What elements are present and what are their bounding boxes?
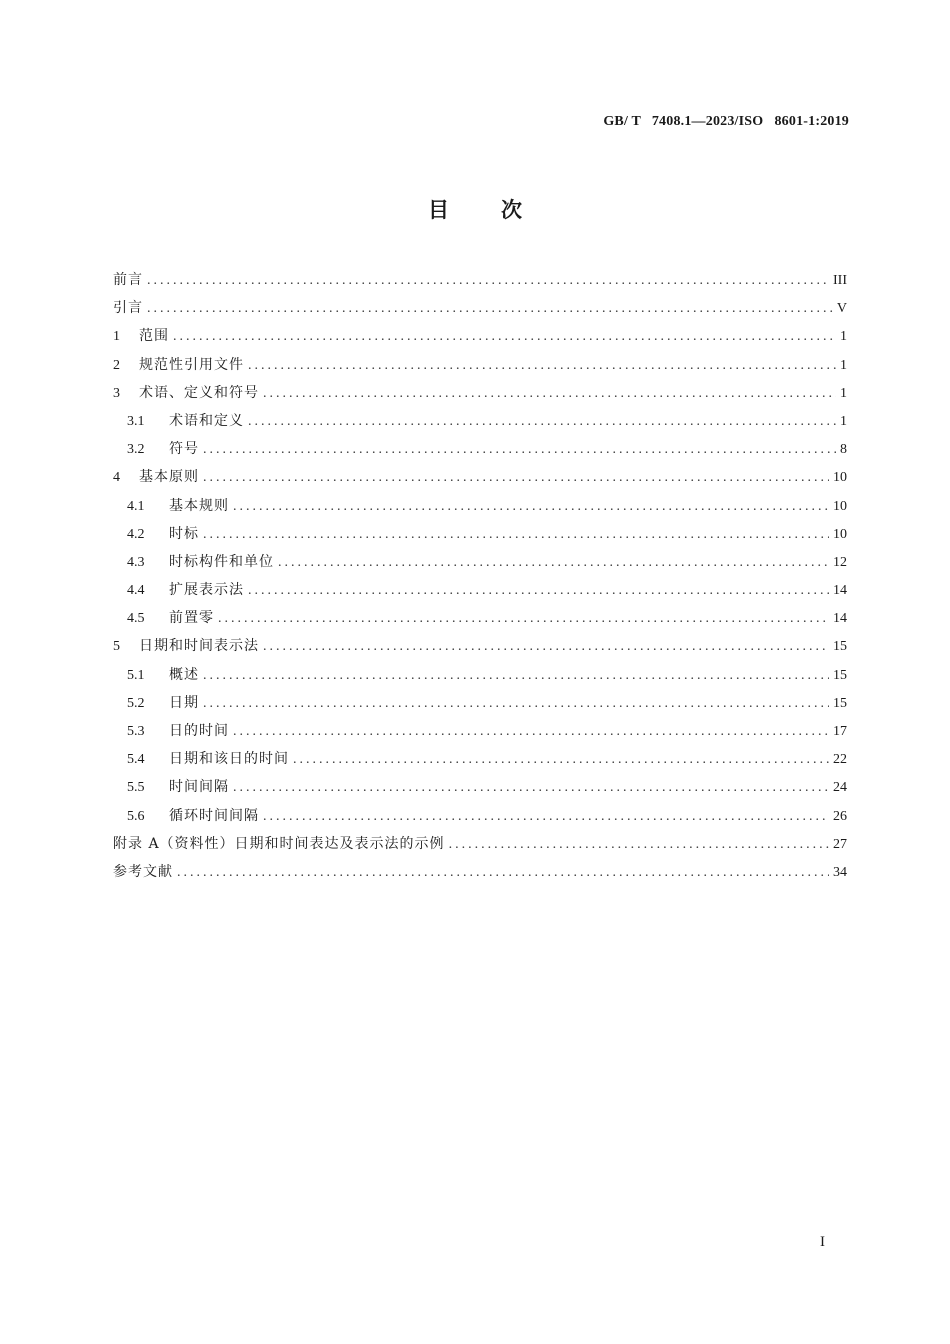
- toc-entry-page: III: [833, 273, 847, 288]
- toc-entry-number: 1: [113, 329, 120, 345]
- toc-dot-leader: [203, 690, 829, 718]
- toc-entry-label: 日期: [169, 694, 199, 711]
- toc-title: 目次: [428, 198, 574, 222]
- toc-entry[interactable]: [113, 351, 847, 379]
- toc-entry-page: 10: [833, 526, 847, 542]
- toc-dot-leader: [203, 464, 829, 492]
- toc-entry-label: 循环时间间隔: [169, 807, 259, 824]
- toc-dot-leader: [177, 859, 829, 887]
- toc-dot-leader: [263, 803, 829, 831]
- toc-entry-page: 24: [833, 780, 847, 796]
- toc-dot-leader: [233, 718, 829, 746]
- toc-entry[interactable]: [113, 492, 847, 520]
- toc-entry-page: 8: [840, 442, 847, 458]
- toc-entry-number: 5.1: [127, 667, 145, 683]
- toc-entry-label: 时间间隔: [169, 779, 229, 796]
- toc-dot-leader: [147, 267, 829, 295]
- toc-entry[interactable]: [113, 773, 847, 801]
- toc-entry-page: 10: [833, 498, 847, 514]
- toc-entry[interactable]: [113, 407, 847, 435]
- toc-entry-label: 范围: [139, 328, 169, 345]
- toc-entry[interactable]: [113, 604, 847, 632]
- toc-entry[interactable]: [113, 322, 847, 350]
- toc-entry-page: 14: [833, 611, 847, 627]
- toc-entry-page: 26: [833, 808, 847, 824]
- toc-entry-page: 22: [833, 752, 847, 768]
- toc-dot-leader: [278, 549, 829, 577]
- toc-entry-page: 27: [833, 836, 847, 852]
- toc-dot-leader: [203, 436, 836, 464]
- toc-entry[interactable]: [113, 745, 847, 773]
- toc-entry-number: 3.2: [127, 442, 145, 458]
- toc-dot-leader: [218, 605, 829, 633]
- toc-entry-page: 12: [833, 554, 847, 570]
- toc-entry[interactable]: [113, 830, 847, 858]
- toc-dot-leader: [147, 295, 833, 323]
- toc-entry[interactable]: [113, 379, 847, 407]
- toc-entry-label: 基本原则: [139, 469, 199, 486]
- toc-entry-number: 5.2: [127, 695, 145, 711]
- toc-entry-number: 5.5: [127, 780, 145, 796]
- toc-entry-page: 15: [833, 667, 847, 683]
- toc-entry-page: 15: [833, 639, 847, 655]
- toc-entry-label: 时标: [169, 525, 199, 542]
- toc-entry-number: 5.3: [127, 724, 145, 739]
- toc-entry-number: 5.6: [127, 808, 145, 824]
- toc-dot-leader: [233, 493, 829, 521]
- toc-entry-number: 3: [113, 385, 120, 401]
- toc-entry-number: 5: [113, 639, 120, 655]
- toc-dot-leader: [263, 633, 829, 661]
- toc-dot-leader: [248, 408, 836, 436]
- standard-code: GB/ T 7408.1—2023/ISO 8601-1:2019: [603, 114, 849, 129]
- toc-entry-page: 1: [840, 385, 847, 401]
- toc-entry-number: 4.3: [127, 554, 145, 570]
- toc-entry-label: 基本规则: [169, 497, 229, 514]
- toc-entry-number: 4.1: [127, 498, 145, 514]
- toc-entry-page: 14: [833, 583, 847, 599]
- toc-entry-label: 符号: [169, 441, 199, 458]
- toc-entry-page: 17: [833, 724, 847, 739]
- toc-entry-page: 10: [833, 470, 847, 486]
- toc-entry-label: 引言: [113, 300, 143, 317]
- toc-entry[interactable]: [113, 435, 847, 463]
- toc-entry-number: 2: [113, 357, 120, 373]
- toc-entry-label: 参考文献: [113, 863, 173, 880]
- toc-dot-leader: [173, 323, 836, 351]
- toc-entry-page: 34: [833, 864, 847, 880]
- toc-entry[interactable]: [113, 576, 847, 604]
- toc-entry[interactable]: [113, 661, 847, 689]
- toc-dot-leader: [203, 521, 829, 549]
- toc-entry[interactable]: [113, 689, 847, 717]
- toc-dot-leader: [293, 746, 829, 774]
- toc-entry[interactable]: [113, 548, 847, 576]
- toc-entry-label: 日期和时间表示法: [139, 638, 259, 655]
- toc-entry-label: 术语、定义和符号: [139, 384, 259, 401]
- toc-entry-label: 日期和该日的时间: [169, 751, 289, 768]
- toc-entry-number: 4: [113, 470, 120, 486]
- toc-entry[interactable]: [113, 717, 847, 745]
- toc-dot-leader: [449, 831, 829, 859]
- toc-entry[interactable]: [113, 294, 847, 322]
- toc-entry-label: 时标构件和单位: [169, 553, 274, 570]
- toc-entry-page: 1: [840, 357, 847, 373]
- toc-entry-label: 术语和定义: [169, 412, 244, 429]
- toc-dot-leader: [248, 352, 836, 380]
- toc-entry-label: 规范性引用文件: [139, 356, 244, 373]
- toc-dot-leader: [203, 662, 829, 690]
- toc-entry[interactable]: [113, 463, 847, 491]
- toc-entry-page: 1: [840, 413, 847, 429]
- toc-entry[interactable]: [113, 858, 847, 886]
- table-of-contents: [113, 266, 847, 886]
- toc-dot-leader: [248, 577, 829, 605]
- toc-entry-number: 5.4: [127, 752, 145, 768]
- toc-entry-number: 3.1: [127, 413, 145, 429]
- toc-entry-label: 前言: [113, 272, 143, 288]
- toc-entry-label: 概述: [169, 666, 199, 683]
- toc-entry-number: 4.5: [127, 611, 145, 627]
- toc-entry-label: 附录 A（资料性）日期和时间表达及表示法的示例: [113, 835, 445, 852]
- page-number: I: [820, 1234, 825, 1250]
- toc-entry-number: 4.2: [127, 526, 145, 542]
- toc-entry[interactable]: [113, 520, 847, 548]
- toc-dot-leader: [233, 774, 829, 802]
- toc-entry-label: 前置零: [169, 610, 214, 627]
- toc-entry-label: 扩展表示法: [169, 582, 244, 599]
- toc-entry-number: 4.4: [127, 583, 145, 599]
- toc-entry-page: V: [836, 301, 847, 317]
- toc-entry[interactable]: [113, 802, 847, 830]
- toc-entry[interactable]: [113, 632, 847, 660]
- toc-entry-label: 日的时间: [169, 723, 229, 739]
- toc-entry-page: 15: [833, 695, 847, 711]
- toc-entry[interactable]: [113, 266, 847, 294]
- toc-entry-page: 1: [840, 329, 847, 345]
- toc-dot-leader: [263, 380, 836, 408]
